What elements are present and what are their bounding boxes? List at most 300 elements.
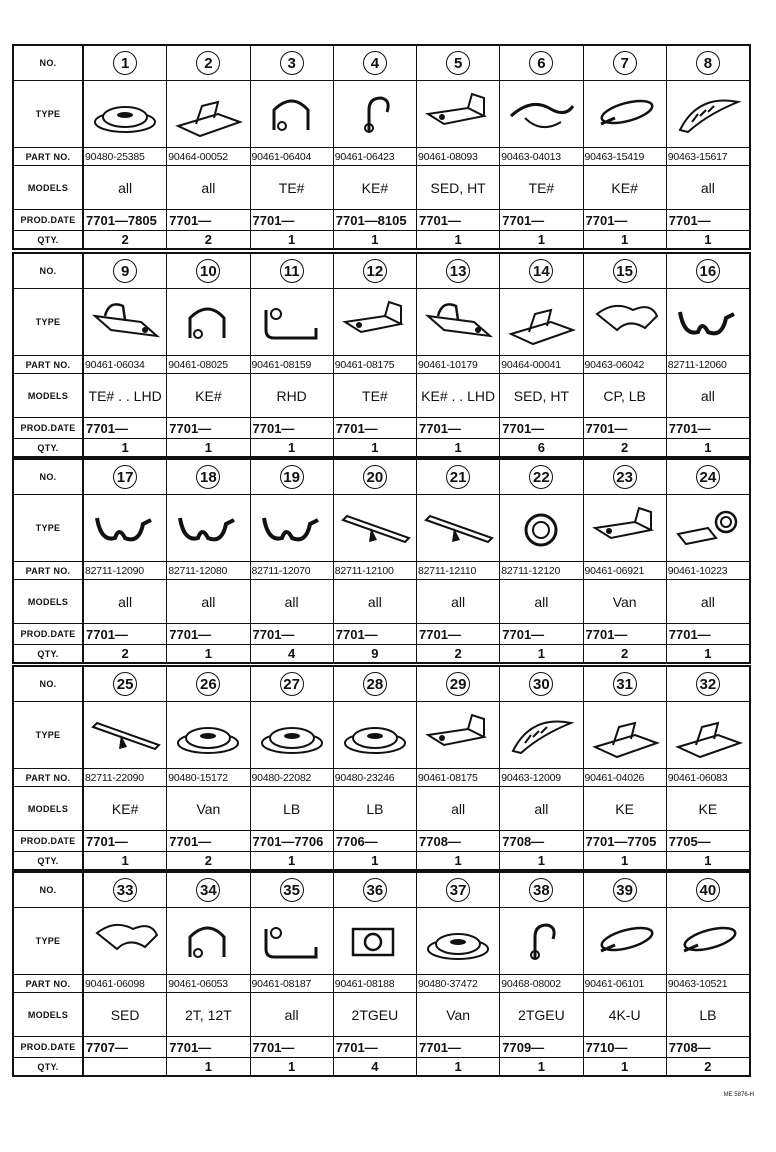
qty-label: QTY.: [14, 852, 84, 869]
qty-row: [14, 644, 749, 662]
hook-clamp-icon: [334, 81, 417, 147]
no-label: NO.: [14, 254, 84, 288]
prod-date: 7701—: [84, 624, 167, 644]
item-number: 21: [446, 465, 470, 489]
prod-date: 7701—: [417, 624, 500, 644]
prod-date: 7701—: [668, 420, 711, 436]
coil-clip-icon: [667, 495, 749, 561]
grommet-icon: [251, 702, 334, 768]
item-number: 30: [529, 672, 553, 696]
part-number: 90463-10521: [667, 977, 728, 990]
item-number-cell: [334, 254, 417, 288]
parts-table: [12, 871, 751, 1077]
model-value: LB: [251, 787, 334, 830]
prod-date: 7701—7705: [584, 831, 667, 851]
model-value: SED: [84, 993, 167, 1036]
part-row: [14, 974, 749, 992]
plate-clamp-icon: [334, 289, 417, 355]
type-row: [14, 494, 749, 561]
quantity: 1: [334, 231, 417, 248]
qty-label: QTY.: [14, 1058, 84, 1075]
item-number-cell: [251, 667, 334, 701]
prod-date: 7701—: [668, 626, 711, 642]
models-row: [14, 579, 749, 623]
quantity: 1: [704, 232, 712, 247]
prod-row: [14, 417, 749, 438]
part-number: 90468-08002: [500, 975, 583, 992]
part-row: [14, 561, 749, 579]
item-number: 38: [529, 878, 553, 902]
item-number: 25: [113, 672, 137, 696]
item-number: 37: [446, 878, 470, 902]
prod-date: 7701—: [251, 624, 334, 644]
part-number: 90463-12009: [500, 769, 583, 786]
item-number-cell: [84, 254, 167, 288]
part-number: 90464-00052: [167, 148, 250, 165]
quantity: 2: [167, 231, 250, 248]
prod-date: 7709—: [500, 1037, 583, 1057]
grommet-icon: [417, 908, 500, 974]
strap-clip-icon: [334, 495, 417, 561]
item-number: 36: [363, 878, 387, 902]
models-label: MODELS: [14, 993, 84, 1036]
prod-date: 7707—: [84, 1037, 167, 1057]
part-number: 90461-08025: [167, 356, 250, 373]
prod-date: 7701—: [167, 1037, 250, 1057]
quantity: 1: [251, 852, 334, 869]
model-value: Van: [584, 580, 667, 623]
model-value: all: [251, 580, 334, 623]
no-label: NO.: [14, 46, 84, 80]
prod-date: 7701—: [251, 418, 334, 438]
part-number: 90461-08175: [334, 356, 417, 373]
item-number-cell: [251, 460, 334, 494]
prod-row: [14, 623, 749, 644]
model-value: TE#: [500, 166, 583, 209]
part-number: 90463-15419: [584, 148, 667, 165]
quantity: 1: [500, 852, 583, 869]
part-number: 90480-15172: [167, 769, 250, 786]
strap-clip-icon: [84, 702, 167, 768]
item-number-cell: [667, 46, 749, 80]
item-number-cell: [417, 873, 500, 907]
item-number: 1: [113, 51, 137, 75]
quantity: 1: [167, 439, 250, 456]
item-number-cell: [167, 254, 250, 288]
qty-row: [14, 851, 749, 869]
model-value: 2TGEU: [500, 993, 583, 1036]
model-value: RHD: [251, 374, 334, 417]
type-label: TYPE: [14, 908, 84, 974]
grommet-icon: [334, 702, 417, 768]
prod-date: 7701—: [500, 210, 583, 230]
prod-label: PROD.DATE: [14, 1037, 84, 1057]
item-number: 15: [613, 259, 637, 283]
item-number: 9: [113, 259, 137, 283]
item-number-cell: [667, 254, 749, 288]
qty-row: [14, 1057, 749, 1075]
type-row: [14, 80, 749, 147]
prod-date: 7701—: [167, 418, 250, 438]
prod-date: 7701—7706: [251, 831, 334, 851]
item-number: 8: [696, 51, 720, 75]
item-number: 19: [280, 465, 304, 489]
part-number: 82711-12100: [334, 562, 417, 579]
model-value: all: [700, 387, 715, 404]
model-value: KE: [584, 787, 667, 830]
part-number: 90461-06404: [251, 148, 334, 165]
quantity: 2: [167, 852, 250, 869]
item-number: 20: [363, 465, 387, 489]
bracket-clip-icon: [167, 81, 250, 147]
item-number: 33: [113, 878, 137, 902]
quantity: 1: [251, 439, 334, 456]
item-number: 2: [196, 51, 220, 75]
prod-date: 7708—: [668, 1039, 711, 1055]
hose-clip-icon: [167, 495, 250, 561]
type-label: TYPE: [14, 81, 84, 147]
quantity: 1: [84, 852, 167, 869]
bracket-clip-icon: [584, 702, 667, 768]
item-number-cell: [84, 667, 167, 701]
item-number: 4: [363, 51, 387, 75]
part-number: 90461-08159: [251, 356, 334, 373]
quantity: [84, 1058, 167, 1075]
model-value: CP, LB: [584, 374, 667, 417]
model-value: all: [417, 787, 500, 830]
prod-date: 7701—: [251, 210, 334, 230]
type-label: TYPE: [14, 495, 84, 561]
model-value: Van: [417, 993, 500, 1036]
part-number: 82711-22090: [84, 769, 167, 786]
model-value: KE#: [334, 166, 417, 209]
type-label: TYPE: [14, 702, 84, 768]
item-number-cell: [251, 873, 334, 907]
item-number-cell: [584, 873, 667, 907]
parts-table: [12, 44, 751, 250]
quantity: 1: [500, 645, 583, 662]
prod-row: [14, 1036, 749, 1057]
item-number-cell: [500, 460, 583, 494]
item-number-cell: [500, 46, 583, 80]
model-value: all: [251, 993, 334, 1036]
item-number: 6: [529, 51, 553, 75]
quantity: 1: [417, 439, 500, 456]
prod-date: 7701—: [84, 831, 167, 851]
ring-clip-icon: [500, 495, 583, 561]
model-value: all: [167, 166, 250, 209]
qty-label: QTY.: [14, 231, 84, 248]
model-value: KE: [698, 800, 718, 817]
quantity: 1: [704, 853, 712, 868]
bracket-clamp-icon: [251, 289, 334, 355]
quantity: 1: [704, 440, 712, 455]
prod-date: 7701—: [251, 1037, 334, 1057]
item-number: 34: [196, 878, 220, 902]
quantity: 1: [334, 439, 417, 456]
drawing-number: ME 5876-H: [723, 1092, 754, 1098]
prod-date: 7701—: [668, 212, 711, 228]
part-number: 82711-12090: [84, 562, 167, 579]
prod-date: 7701—: [584, 210, 667, 230]
model-value: TE#: [251, 166, 334, 209]
item-number-cell: [584, 254, 667, 288]
item-number-cell: [84, 873, 167, 907]
item-number: 5: [446, 51, 470, 75]
prod-date: 7701—8105: [334, 210, 417, 230]
quantity: 2: [584, 645, 667, 662]
item-number: 27: [280, 672, 304, 696]
part-number: 90461-10223: [667, 564, 728, 577]
strap-clip-icon: [417, 495, 500, 561]
part-row: [14, 147, 749, 165]
prod-date: 7701—: [334, 1037, 417, 1057]
prod-date: 7705—: [668, 833, 711, 849]
item-number-cell: [84, 460, 167, 494]
quantity: 1: [584, 1058, 667, 1075]
no-label: NO.: [14, 873, 84, 907]
item-number: 26: [196, 672, 220, 696]
item-number: 24: [696, 465, 720, 489]
item-number-cell: [417, 460, 500, 494]
part-label: PART NO.: [14, 356, 84, 373]
band-strap-icon: [667, 81, 749, 147]
models-label: MODELS: [14, 166, 84, 209]
model-value: 2T, 12T: [167, 993, 250, 1036]
parts-table: [12, 665, 751, 871]
quantity: 1: [167, 1058, 250, 1075]
model-value: all: [500, 787, 583, 830]
item-number-cell: [667, 460, 749, 494]
part-number: 90461-08175: [417, 769, 500, 786]
item-number: 12: [363, 259, 387, 283]
no-row: [14, 46, 749, 80]
no-row: [14, 667, 749, 701]
plate-clamp-icon: [417, 81, 500, 147]
quantity: 1: [584, 231, 667, 248]
model-value: LB: [334, 787, 417, 830]
models-label: MODELS: [14, 580, 84, 623]
quantity: 1: [334, 852, 417, 869]
quantity: 2: [84, 231, 167, 248]
model-value: KE#: [84, 787, 167, 830]
part-number: 90463-06042: [584, 356, 667, 373]
type-row: [14, 288, 749, 355]
quantity: 1: [417, 1058, 500, 1075]
quantity: 1: [84, 439, 167, 456]
long-clamp-icon: [417, 289, 500, 355]
qty-row: [14, 438, 749, 456]
item-number: 32: [696, 672, 720, 696]
item-number-cell: [584, 460, 667, 494]
model-value: 4K-U: [584, 993, 667, 1036]
part-number: 90461-08187: [251, 975, 334, 992]
prod-label: PROD.DATE: [14, 418, 84, 438]
quantity: 1: [251, 231, 334, 248]
model-value: all: [84, 580, 167, 623]
hook-clamp-icon: [500, 908, 583, 974]
quantity: 1: [584, 852, 667, 869]
type-row: [14, 907, 749, 974]
bracket-clip-icon: [500, 289, 583, 355]
quantity: 1: [417, 231, 500, 248]
model-value: LB: [699, 1006, 717, 1023]
part-number: 90461-06098: [84, 975, 167, 992]
item-number-cell: [417, 46, 500, 80]
band-clip-icon: [584, 908, 667, 974]
quantity: 6: [500, 439, 583, 456]
bracket-clamp-icon: [251, 908, 334, 974]
long-clamp-icon: [84, 289, 167, 355]
part-number: 82711-12080: [167, 562, 250, 579]
prod-date: 7701—: [84, 418, 167, 438]
part-number: 90463-15617: [667, 150, 728, 163]
type-row: [14, 701, 749, 768]
grommet-icon: [167, 702, 250, 768]
item-number: 11: [280, 259, 304, 283]
prod-date: 7701—: [167, 624, 250, 644]
model-value: all: [334, 580, 417, 623]
models-row: [14, 992, 749, 1036]
part-label: PART NO.: [14, 975, 84, 992]
quantity: 1: [500, 1058, 583, 1075]
prod-label: PROD.DATE: [14, 831, 84, 851]
item-number-cell: [167, 873, 250, 907]
quantity: 4: [251, 645, 334, 662]
quantity: 1: [704, 646, 712, 661]
prod-label: PROD.DATE: [14, 210, 84, 230]
part-number: 90464-00041: [500, 356, 583, 373]
item-number-cell: [334, 667, 417, 701]
prod-date: 7710—: [584, 1037, 667, 1057]
model-value: all: [417, 580, 500, 623]
model-value: SED, HT: [500, 374, 583, 417]
item-number-cell: [84, 46, 167, 80]
item-number-cell: [584, 46, 667, 80]
prod-date: 7701—: [334, 624, 417, 644]
model-value: SED, HT: [417, 166, 500, 209]
band-clip-icon: [584, 81, 667, 147]
quantity: 1: [500, 231, 583, 248]
item-number-cell: [251, 254, 334, 288]
part-number: 90461-10179: [417, 356, 500, 373]
quantity: 1: [417, 852, 500, 869]
model-value: TE# . . LHD: [84, 374, 167, 417]
part-number: 90461-06083: [667, 771, 728, 784]
bracket-clip-icon: [667, 702, 749, 768]
part-label: PART NO.: [14, 769, 84, 786]
quantity: 1: [251, 1058, 334, 1075]
item-number-cell: [500, 667, 583, 701]
models-row: [14, 373, 749, 417]
prod-date: 7708—: [417, 831, 500, 851]
hose-clip-icon: [84, 495, 167, 561]
part-number: 90461-06053: [167, 975, 250, 992]
item-number: 29: [446, 672, 470, 696]
double-clip-icon: [584, 289, 667, 355]
part-number: 90463-04013: [500, 148, 583, 165]
part-number: 82711-12060: [667, 358, 727, 371]
model-value: all: [84, 166, 167, 209]
item-number: 40: [696, 878, 720, 902]
item-number: 31: [613, 672, 637, 696]
no-row: [14, 460, 749, 494]
part-number: 90461-08188: [334, 975, 417, 992]
item-number: 22: [529, 465, 553, 489]
quantity: 9: [334, 645, 417, 662]
prod-date: 7701—: [500, 624, 583, 644]
model-value: TE#: [334, 374, 417, 417]
prod-date: 7701—: [584, 624, 667, 644]
item-number-cell: [500, 254, 583, 288]
no-row: [14, 254, 749, 288]
model-value: all: [500, 580, 583, 623]
part-row: [14, 768, 749, 786]
prod-date: 7708—: [500, 831, 583, 851]
item-number-cell: [417, 667, 500, 701]
band-clip-icon: [667, 908, 749, 974]
part-number: 90480-23246: [334, 769, 417, 786]
prod-label: PROD.DATE: [14, 624, 84, 644]
qty-label: QTY.: [14, 645, 84, 662]
prod-date: 7701—: [334, 418, 417, 438]
item-number-cell: [167, 46, 250, 80]
item-number: 18: [196, 465, 220, 489]
quantity: 4: [334, 1058, 417, 1075]
item-number: 17: [113, 465, 137, 489]
item-number: 14: [529, 259, 553, 283]
model-value: Van: [167, 787, 250, 830]
item-number: 35: [280, 878, 304, 902]
clamp-icon: [251, 81, 334, 147]
parts-table: [12, 458, 751, 664]
part-number: 90461-06034: [84, 356, 167, 373]
quantity: 2: [584, 439, 667, 456]
part-number: 82711-12120: [500, 562, 583, 579]
part-number: 90461-06921: [584, 562, 667, 579]
prod-date: 7701—: [500, 418, 583, 438]
quantity: 1: [167, 645, 250, 662]
model-value: KE# . . LHD: [417, 374, 500, 417]
block-clip-icon: [334, 908, 417, 974]
part-number: 90461-06423: [334, 148, 417, 165]
part-label: PART NO.: [14, 562, 84, 579]
item-number: 10: [196, 259, 220, 283]
item-number: 23: [613, 465, 637, 489]
item-number-cell: [251, 46, 334, 80]
plate-clamp-icon: [417, 702, 500, 768]
hose-clip-icon: [251, 495, 334, 561]
qty-row: [14, 230, 749, 248]
model-value: all: [700, 179, 715, 196]
prod-date: 7701—: [417, 1037, 500, 1057]
quantity: 2: [417, 645, 500, 662]
item-number: 39: [613, 878, 637, 902]
item-number-cell: [667, 873, 749, 907]
item-number-cell: [584, 667, 667, 701]
part-number: 90480-37472: [417, 975, 500, 992]
prod-date: 7701—: [417, 418, 500, 438]
part-number: 90461-08093: [417, 148, 500, 165]
no-label: NO.: [14, 460, 84, 494]
double-clip-icon: [84, 908, 167, 974]
item-number: 28: [363, 672, 387, 696]
quantity: 2: [704, 1059, 712, 1074]
part-number: 82711-12070: [251, 562, 334, 579]
prod-date: 7701—7805: [84, 210, 167, 230]
item-number: 3: [280, 51, 304, 75]
prod-date: 7706—: [334, 831, 417, 851]
